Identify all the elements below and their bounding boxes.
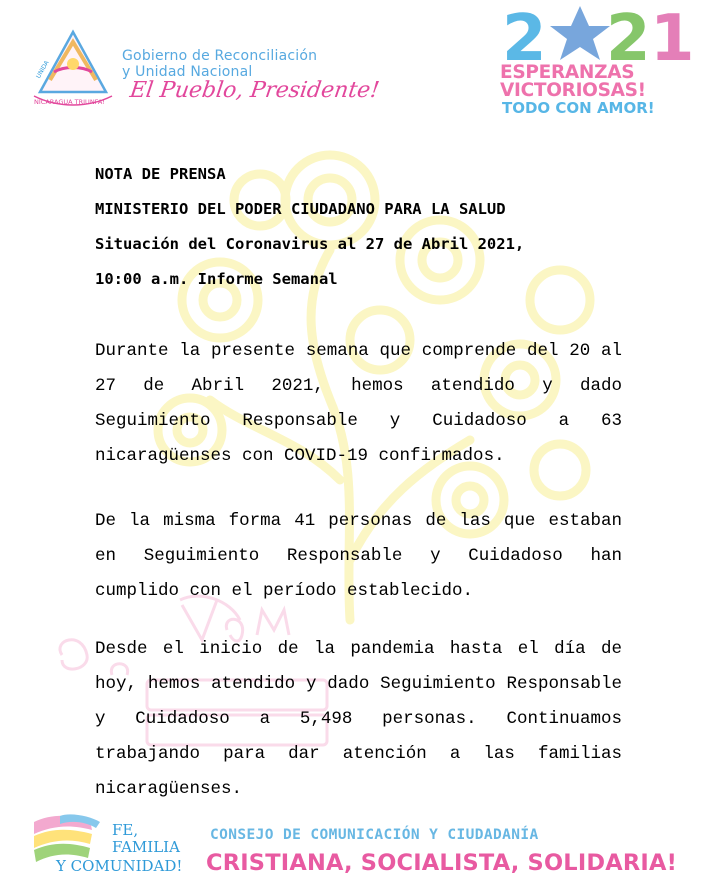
comunidad-label: Y COMUNIDAD! xyxy=(56,857,183,875)
council-name: CONSEJO DE COMUNICACIÓN Y CIUDADANÍA xyxy=(210,827,539,843)
emblem-text-top: UNIDA xyxy=(35,59,51,80)
slogan-text: El Pueblo, Presidente! xyxy=(128,78,381,103)
paragraph-total-attended: Desde el inicio de la pandemia hasta el día de hoy, hemos atendido y dado Seguimiento Responsable y Cuidadoso a 5,498 personas. Continuamos trabajando para dar atención a las familias nicaragüenses. xyxy=(95,639,622,799)
title-line-2: MINISTERIO DEL PODER CIUDADANO PARA LA SALUD xyxy=(95,200,506,218)
campaign-line1: ESPERANZAS xyxy=(500,62,635,83)
paragraph-weekly-cases: Durante la presente semana que comprende del 20 al 27 de Abril 2021, hemos atendido y dado Seguimiento Responsable y Cuidadoso a 63 nicaragüenses con COVID-19 confirmados. xyxy=(95,341,622,466)
year-digit-1: 2 xyxy=(502,2,547,76)
campaign-line2: VICTORIOSAS! xyxy=(500,80,646,101)
campaign-line3: TODO CON AMOR! xyxy=(502,99,655,117)
campaign-2021-logo xyxy=(500,2,695,117)
star-icon xyxy=(550,6,610,60)
fe-familia-text xyxy=(112,822,180,856)
gov-name-line2: y Unidad Nacional xyxy=(122,64,253,80)
year-digit-4: 1 xyxy=(650,2,695,76)
press-release-title xyxy=(95,160,655,300)
title-line-3: Situación del Coronavirus al 27 de Abril 2021, xyxy=(95,235,525,253)
familia-label: FAMILIA xyxy=(112,838,180,856)
government-emblem-logo xyxy=(28,26,118,106)
footer-slogan: CRISTIANA, SOCIALISTA, SOLIDARIA! xyxy=(206,850,678,876)
fe-label: FE, xyxy=(112,821,139,839)
paragraph-completed-period: De la misma forma 41 personas de las que estaban en Seguimiento Responsable y Cuidadoso han cumplido con el período establecido. xyxy=(95,511,622,601)
year-digit-3: 2 xyxy=(606,2,651,76)
title-line-4: 10:00 a.m. Informe Semanal xyxy=(95,270,338,288)
gov-name-line1: Gobierno de Reconciliación xyxy=(122,48,318,64)
emblem-text-bottom: NICARAGUA TRIUNFA! xyxy=(34,98,105,106)
title-line-1: NOTA DE PRENSA xyxy=(95,165,226,183)
government-name xyxy=(122,48,317,80)
